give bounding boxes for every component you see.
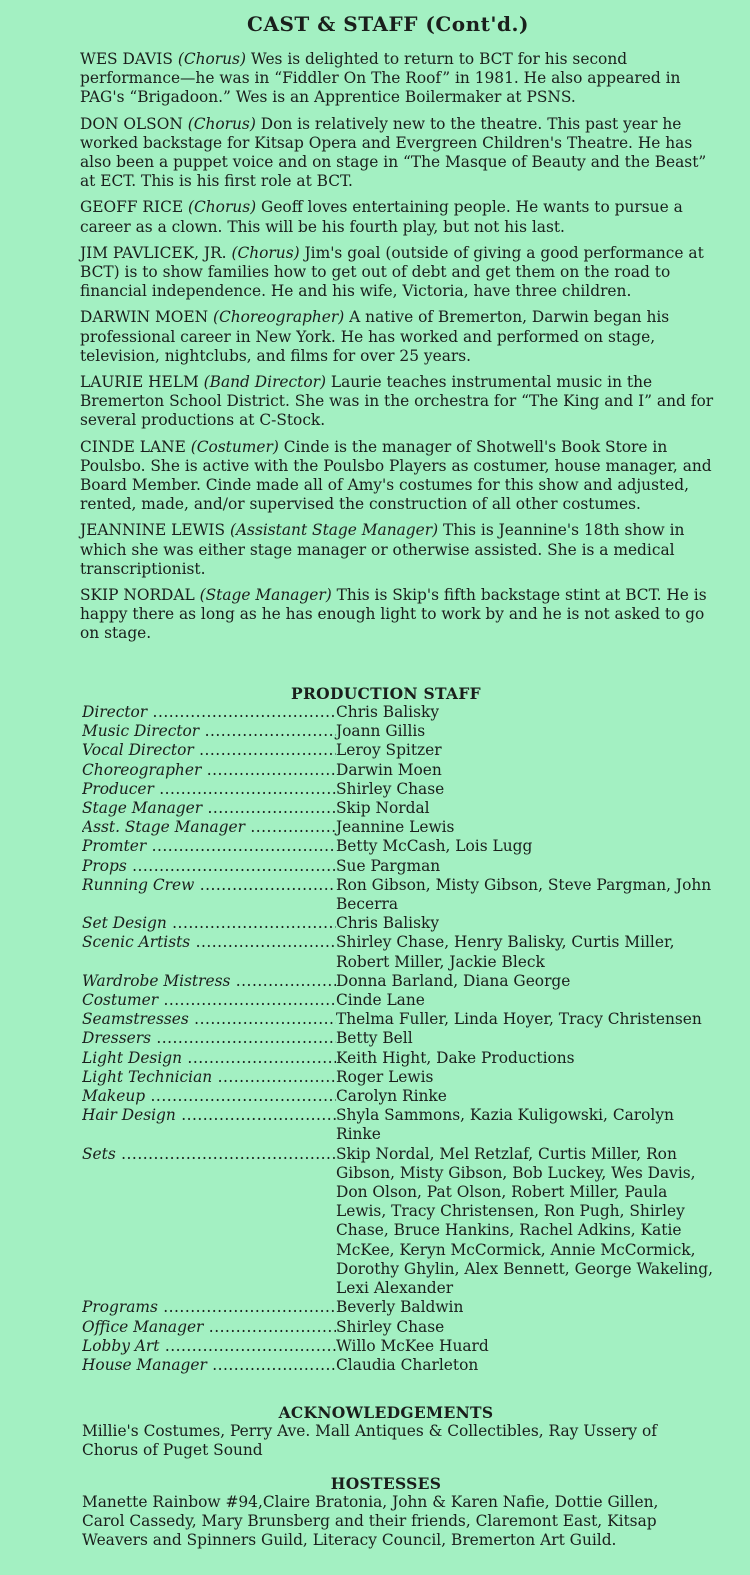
staff-names: Thelma Fuller, Linda Hoyer, Tracy Christensen (336, 1010, 702, 1029)
staff-names: Chris Balisky (336, 914, 440, 933)
staff-role: Light Technician ..... (82, 1068, 336, 1087)
cast-role: (Chorus) (187, 114, 256, 133)
cast-bio (80, 373, 720, 431)
staff-row (82, 761, 722, 780)
staff-role: Set Design ..... (82, 914, 336, 933)
staff-names: Roger Lewis (336, 1067, 434, 1086)
cast-role: (Chorus) (187, 198, 257, 217)
hostesses-text: Manette Rainbow #94,Claire Bratonia, John & Karen Nafie, Dottie Gillen, Carol Cassedy, Mary Brunsberg and their friends, Claremont East, Kitsap Weavers and Spinners Guild, Literacy Council, Bremerton Art Guild. (82, 1493, 659, 1550)
cast-name: DON OLSON (80, 114, 183, 133)
staff-role: Lobby Art ..... (82, 1337, 336, 1356)
cast-bio-text: Geoff loves entertaining people. He wants to pursue a career as a clown. This will be his fourth play, but not his last. (80, 198, 683, 236)
hostesses-heading: HOSTESSES (330, 1474, 442, 1493)
staff-names: Joann Gillis (336, 722, 426, 741)
staff-row (82, 857, 722, 876)
staff-names: Cinde Lane (336, 991, 425, 1010)
cast-role: (Band Director) (203, 373, 326, 392)
staff-role: Promter ..... (82, 837, 336, 856)
staff-role: Programs ..... (82, 1298, 336, 1317)
staff-role: Light Design ..... (82, 1049, 336, 1068)
cast-bio-text: A native of Bremerton, Darwin began his professional career in New York. He has worked and performed on stage, television, nightclubs, and films for over 25 years. (80, 308, 670, 365)
staff-names: Donna Barland, Diana George (336, 971, 571, 990)
page-title: CAST & STAFF (Cont'd.) (247, 12, 529, 36)
cast-bio-text: Laurie teaches instrumental music in the Bremerton School District. She was in the orchestra for “The King and I” and for several productions at C-Stock. (80, 373, 714, 430)
staff-role: Costumer ..... (82, 991, 336, 1010)
cast-bio (80, 198, 720, 236)
cast-name: JIM PAVLICEK, JR. (80, 243, 227, 262)
staff-role: Makeup ..... (82, 1087, 336, 1106)
cast-name: DARWIN MOEN (80, 308, 209, 327)
staff-row (82, 741, 722, 760)
staff-role: Hair Design ..... (82, 1106, 336, 1144)
cast-bio-text: This is Skip's fifth backstage stint at BCT. He is happy there as long as he has enough light to work by and he is not asked to go on stage. (80, 586, 707, 643)
staff-role: Choreographer ..... (82, 761, 336, 780)
cast-name: WES DAVIS (80, 50, 173, 68)
staff-names: Leroy Spitzer (336, 741, 442, 760)
staff-names: Shyla Sammons, Kazia Kuligowski, Carolyn Rinke (336, 1106, 674, 1144)
staff-row (82, 933, 722, 971)
staff-names: Ron Gibson, Misty Gibson, Steve Pargman, John Becerra (336, 875, 712, 914)
staff-row (82, 1010, 722, 1029)
cast-role: (Chorus) (177, 50, 246, 68)
staff-row (82, 1356, 722, 1375)
staff-role: Sets ..... (82, 1145, 336, 1299)
cast-bio (80, 50, 720, 108)
staff-role: House Manager ..... (82, 1356, 336, 1375)
cast-name: CINDE LANE (80, 437, 186, 456)
cast-bio-text: Don is relatively new to the theatre. This past year he worked backstage for Kitsap Opera and Evergreen Children's Theatre. He has also been a puppet voice and on stage in “The Masque of Beauty and the Beast” at ECT. This is his first role at BCT. (80, 114, 707, 191)
staff-names: Betty McCash, Lois Lugg (336, 837, 533, 856)
production-staff-list (82, 703, 722, 1375)
acknowledgements-heading: ACKNOWLEDGEMENTS (278, 1403, 494, 1422)
cast-name: SKIP NORDAL (80, 586, 195, 605)
staff-row (82, 1068, 722, 1087)
staff-role: Seamstresses ..... (82, 1010, 336, 1029)
staff-row (82, 1106, 722, 1144)
staff-row (82, 818, 722, 837)
staff-row (82, 1049, 722, 1068)
staff-names: Shirley Chase (336, 1317, 445, 1336)
staff-names: Shirley Chase (336, 779, 445, 798)
cast-name: JEANNINE LEWIS (80, 521, 226, 540)
staff-names: Skip Nordal, Mel Retzlaf, Curtis Miller, Ron Gibson, Misty Gibson, Bob Luckey, Wes Davis, Don Olson, Pat Olson, Robert Miller, Paula Lewis, Tracy Christensen, Ron Pugh, Shirley Chase, Bruce Hankins, Rachel Adkins, Katie McKee, Keryn McCormick, Annie McCormick, Dorothy Ghylin, Alex Bennett, George Wakeling, Lexi Alexander (336, 1144, 714, 1298)
staff-names: Sue Pargman (336, 856, 441, 875)
staff-role: Scenic Artists ..... (82, 933, 336, 971)
staff-role: Stage Manager ..... (82, 799, 336, 818)
staff-row (82, 703, 722, 722)
staff-row (82, 914, 722, 933)
staff-role: Producer ..... (82, 780, 336, 799)
cast-bios (80, 50, 720, 651)
staff-role: Running Crew ..... (82, 876, 336, 914)
staff-names: Darwin Moen (336, 760, 442, 779)
cast-role: (Chorus) (231, 243, 300, 262)
staff-row (82, 991, 722, 1010)
staff-row (82, 876, 722, 914)
cast-bio (80, 438, 720, 515)
production-staff-heading: PRODUCTION STAFF (291, 684, 481, 703)
staff-role: Music Director ..... (82, 722, 336, 741)
staff-row (82, 1145, 722, 1299)
cast-bio-text: Wes is delighted to return to BCT for his second performance—he was in “Fiddler On The Roof” in 1981. He also appeared in PAG's “Brigadoon.” Wes is an Apprentice Boilermaker at PSNS. (80, 50, 681, 107)
staff-row (82, 722, 722, 741)
cast-bio (80, 308, 720, 366)
acknowledgements-text: Millie's Costumes, Perry Ave. Mall Antiques & Collectibles, Ray Ussery of Chorus of Puget Sound (82, 1422, 657, 1460)
staff-names: Shirley Chase, Henry Balisky, Curtis Miller, Robert Miller, Jackie Bleck (336, 933, 675, 971)
cast-role: (Choreographer) (212, 308, 345, 327)
cast-bio-text: This is Jeannine's 18th show in which she was either stage manager or otherwise assisted. She is a medical transcriptionist. (80, 521, 685, 578)
staff-row (82, 799, 722, 818)
cast-bio-text: Cinde is the manager of Shotwell's Book Store in Poulsbo. She is active with the Poulsbo Players as costumer, house manager, and Board Member. Cinde made all of Amy's costumes for this show and adjusted, rented, made, and/or supervised the construction of all other costumes. (80, 437, 712, 514)
staff-role: Office Manager ..... (82, 1318, 336, 1337)
staff-row (82, 1029, 722, 1048)
staff-names: Betty Bell (336, 1029, 413, 1048)
cast-role: (Assistant Stage Manager) (229, 521, 439, 540)
staff-row (82, 972, 722, 991)
staff-row (82, 1087, 722, 1106)
staff-role: Vocal Director ..... (82, 741, 336, 760)
cast-bio (80, 115, 720, 192)
cast-name: LAURIE HELM (80, 373, 199, 392)
staff-names: Keith Hight, Dake Productions (336, 1048, 575, 1067)
cast-bio (80, 244, 720, 302)
staff-names: Jeannine Lewis (336, 818, 455, 837)
staff-role: Director ..... (82, 703, 336, 722)
staff-row (82, 837, 722, 856)
staff-names: Carolyn Rinke (336, 1087, 447, 1106)
staff-names: Claudia Charleton (336, 1355, 479, 1374)
cast-role: (Stage Manager) (199, 586, 332, 605)
staff-row (82, 1337, 722, 1356)
staff-names: Willo McKee Huard (336, 1336, 489, 1355)
staff-role: Props ..... (82, 857, 336, 876)
cast-bio (80, 586, 720, 644)
staff-row (82, 780, 722, 799)
staff-role: Wardrobe Mistress ..... (82, 972, 336, 991)
cast-name: GEOFF RICE (80, 198, 184, 217)
cast-role: (Costumer) (190, 437, 279, 456)
staff-role: Dressers ..... (82, 1029, 336, 1048)
staff-names: Chris Balisky (336, 703, 440, 721)
cast-bio-text: Jim's goal (outside of giving a good performance at BCT) is to show families how to get out of debt and get them on the road to financial independence. He and his wife, Victoria, have three children. (80, 243, 704, 301)
staff-names: Beverly Baldwin (336, 1298, 464, 1317)
staff-row (82, 1318, 722, 1337)
staff-role: Asst. Stage Manager ..... (82, 818, 336, 837)
cast-bio (80, 521, 720, 579)
staff-row (82, 1298, 722, 1317)
staff-names: Skip Nordal (336, 799, 430, 818)
